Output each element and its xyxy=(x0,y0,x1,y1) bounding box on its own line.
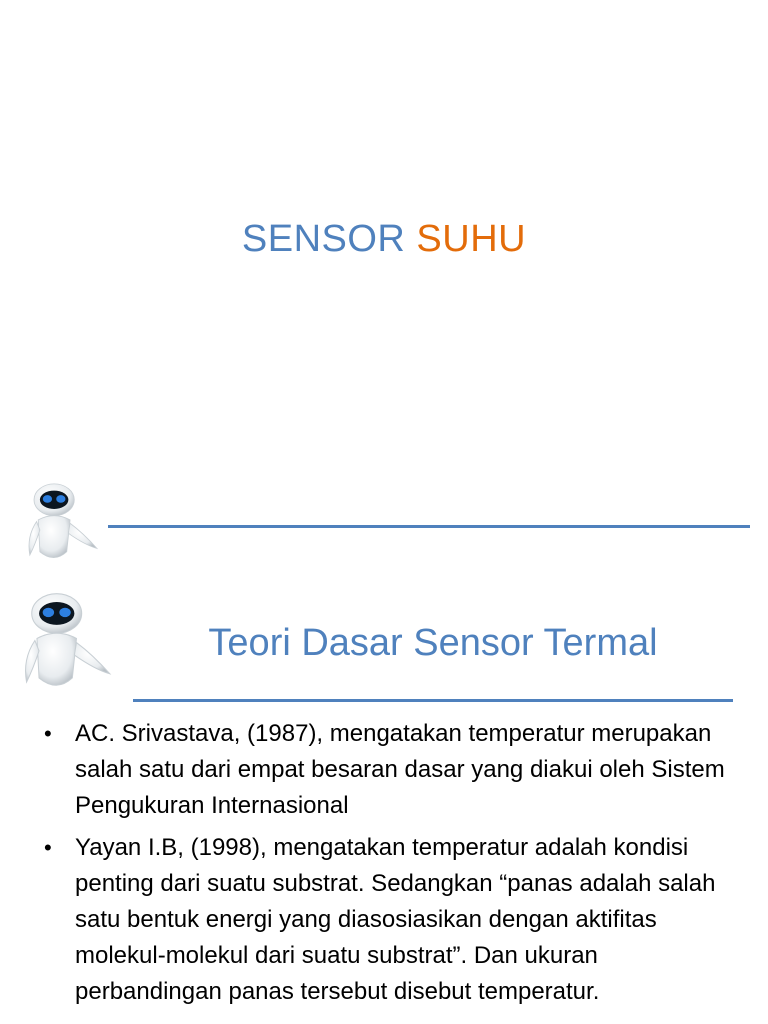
bullet-dot: • xyxy=(44,721,52,746)
bullet-dot: • xyxy=(44,835,52,860)
bullet-text: AC. Srivastava, (1987), mengatakan temperatur merupakan salah satu dari empat besaran dasar yang diakui oleh Sistem Pengukuran Internasional xyxy=(75,720,725,819)
section-heading: Teori Dasar Sensor Termal xyxy=(208,622,658,664)
bullet-item xyxy=(44,830,734,1010)
bullet-text: Yayan I.B, (1998), mengatakan temperatur adalah kondisi penting dari suatu substrat. Sedangkan “panas adalah salah satu bentuk energi yang diasosiasikan dengan aktifitas molekul-molekul dari suatu substrat”. Dan ukuran perbandingan panas tersebut disebut temperatur. xyxy=(75,834,716,1005)
divider-line-bottom xyxy=(133,699,733,702)
robot-mascot-icon xyxy=(18,478,102,566)
robot-mascot-icon xyxy=(12,585,116,697)
divider-line-top xyxy=(108,525,750,528)
title-word-sensor: SENSOR xyxy=(241,218,406,260)
bullet-list xyxy=(44,716,734,1016)
title-word-suhu: SUHU xyxy=(416,218,527,260)
bullet-item xyxy=(44,716,734,824)
slide-title xyxy=(0,218,768,261)
